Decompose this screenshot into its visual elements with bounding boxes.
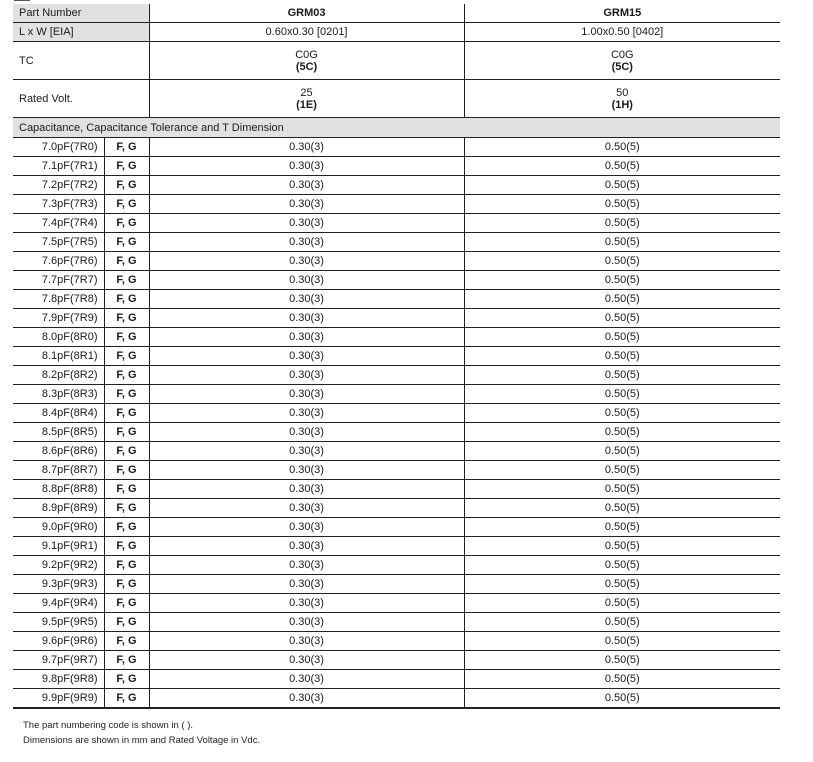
tc-code-grm03: (5C) <box>295 60 318 73</box>
tolerance-cell: F, G <box>104 442 149 461</box>
grm15-dimension-cell: 0.50(5) <box>464 366 780 385</box>
grm03-dimension-cell: 0.30(3) <box>149 385 464 404</box>
grm15-dimension-cell: 0.50(5) <box>464 233 780 252</box>
column-header-grm03: GRM03 <box>149 4 464 23</box>
capacitance-cell: 8.1pF(8R1) <box>13 347 104 366</box>
table-row <box>13 689 780 709</box>
capacitance-cell: 8.5pF(8R5) <box>13 423 104 442</box>
capacitance-cell: 9.2pF(9R2) <box>13 556 104 575</box>
tolerance-cell: F, G <box>104 176 149 195</box>
rated-volt-row <box>13 80 780 118</box>
grm15-dimension-cell: 0.50(5) <box>464 195 780 214</box>
tolerance-cell: F, G <box>104 195 149 214</box>
grm03-dimension-cell: 0.30(3) <box>149 157 464 176</box>
grm03-dimension-cell: 0.30(3) <box>149 309 464 328</box>
rated-volt-label: Rated Volt. <box>13 80 149 118</box>
tolerance-cell: F, G <box>104 670 149 689</box>
capacitance-cell: 8.7pF(8R7) <box>13 461 104 480</box>
table-row <box>13 290 780 309</box>
tolerance-cell: F, G <box>104 689 149 709</box>
section-title: Capacitance, Capacitance Tolerance and T Dimension <box>13 118 780 138</box>
capacitance-cell: 9.6pF(9R6) <box>13 632 104 651</box>
table-row <box>13 385 780 404</box>
table-row <box>13 632 780 651</box>
grm15-dimension-cell: 0.50(5) <box>464 518 780 537</box>
capacitance-cell: 9.8pF(9R8) <box>13 670 104 689</box>
grm15-dimension-cell: 0.50(5) <box>464 537 780 556</box>
tolerance-cell: F, G <box>104 423 149 442</box>
tolerance-cell: F, G <box>104 632 149 651</box>
grm15-dimension-cell: 0.50(5) <box>464 309 780 328</box>
table-row <box>13 157 780 176</box>
grm15-dimension-cell: 0.50(5) <box>464 670 780 689</box>
tolerance-cell: F, G <box>104 518 149 537</box>
tolerance-cell: F, G <box>104 138 149 157</box>
footnotes <box>23 718 260 748</box>
table-row <box>13 594 780 613</box>
capacitance-cell: 7.2pF(7R2) <box>13 176 104 195</box>
tolerance-cell: F, G <box>104 271 149 290</box>
grm03-dimension-cell: 0.30(3) <box>149 328 464 347</box>
capacitance-cell: 9.9pF(9R9) <box>13 689 104 709</box>
capacitance-cell: 8.9pF(8R9) <box>13 499 104 518</box>
grm03-dimension-cell: 0.30(3) <box>149 290 464 309</box>
grm03-dimension-cell: 0.30(3) <box>149 195 464 214</box>
grm03-dimension-cell: 0.30(3) <box>149 347 464 366</box>
grm15-dimension-cell: 0.50(5) <box>464 594 780 613</box>
capacitance-cell: 9.7pF(9R7) <box>13 651 104 670</box>
rated-volt-code-grm03: (1E) <box>296 98 317 111</box>
grm15-dimension-cell: 0.50(5) <box>464 271 780 290</box>
grm03-dimension-cell: 0.30(3) <box>149 480 464 499</box>
tolerance-cell: F, G <box>104 575 149 594</box>
tolerance-cell: F, G <box>104 385 149 404</box>
table-row <box>13 195 780 214</box>
capacitance-cell: 7.3pF(7R3) <box>13 195 104 214</box>
grm15-dimension-cell: 0.50(5) <box>464 499 780 518</box>
grm03-dimension-cell: 0.30(3) <box>149 461 464 480</box>
grm03-dimension-cell: 0.30(3) <box>149 271 464 290</box>
capacitance-cell: 8.0pF(8R0) <box>13 328 104 347</box>
lxw-row <box>13 23 780 42</box>
table-row <box>13 328 780 347</box>
footnote-part-code: The part numbering code is shown in ( ). <box>23 720 194 731</box>
grm15-dimension-cell: 0.50(5) <box>464 556 780 575</box>
table-row <box>13 366 780 385</box>
grm03-dimension-cell: 0.30(3) <box>149 689 464 709</box>
table-row <box>13 309 780 328</box>
lxw-label: L x W [EIA] <box>13 23 149 42</box>
capacitance-cell: 9.3pF(9R3) <box>13 575 104 594</box>
table-row <box>13 556 780 575</box>
tc-main-grm03: C0G <box>295 48 318 61</box>
rated-volt-value-grm15 <box>464 80 780 118</box>
table-row <box>13 518 780 537</box>
table-row <box>13 176 780 195</box>
tc-row <box>13 42 780 80</box>
section-header-row <box>13 118 780 138</box>
tolerance-cell: F, G <box>104 290 149 309</box>
table-row <box>13 252 780 271</box>
tolerance-cell: F, G <box>104 252 149 271</box>
table-row <box>13 233 780 252</box>
capacitance-cell: 7.8pF(7R8) <box>13 290 104 309</box>
table-row <box>13 423 780 442</box>
table-row <box>13 442 780 461</box>
table-row <box>13 480 780 499</box>
table-row <box>13 404 780 423</box>
capacitance-cell: 9.1pF(9R1) <box>13 537 104 556</box>
tolerance-cell: F, G <box>104 214 149 233</box>
tolerance-cell: F, G <box>104 537 149 556</box>
tolerance-cell: F, G <box>104 480 149 499</box>
grm03-dimension-cell: 0.30(3) <box>149 252 464 271</box>
capacitor-spec-table <box>13 4 780 709</box>
table-row <box>13 461 780 480</box>
grm03-dimension-cell: 0.30(3) <box>149 366 464 385</box>
grm03-dimension-cell: 0.30(3) <box>149 404 464 423</box>
table-row <box>13 575 780 594</box>
capacitance-cell: 8.6pF(8R6) <box>13 442 104 461</box>
table-row <box>13 499 780 518</box>
capacitance-cell: 8.3pF(8R3) <box>13 385 104 404</box>
table-row <box>13 651 780 670</box>
grm03-dimension-cell: 0.30(3) <box>149 499 464 518</box>
part-number-row <box>13 4 780 23</box>
grm15-dimension-cell: 0.50(5) <box>464 290 780 309</box>
grm15-dimension-cell: 0.50(5) <box>464 480 780 499</box>
table-row <box>13 613 780 632</box>
table-row <box>13 670 780 689</box>
tolerance-cell: F, G <box>104 499 149 518</box>
grm15-dimension-cell: 0.50(5) <box>464 689 780 709</box>
tc-code-grm15: (5C) <box>611 60 633 73</box>
table-row <box>13 537 780 556</box>
grm03-dimension-cell: 0.30(3) <box>149 214 464 233</box>
capacitance-cell: 7.7pF(7R7) <box>13 271 104 290</box>
tolerance-cell: F, G <box>104 461 149 480</box>
column-header-grm15: GRM15 <box>464 4 780 23</box>
capacitance-cell: 9.5pF(9R5) <box>13 613 104 632</box>
tolerance-cell: F, G <box>104 556 149 575</box>
tc-main-grm15: C0G <box>610 48 634 61</box>
capacitance-cell: 8.8pF(8R8) <box>13 480 104 499</box>
lxw-value-grm15: 1.00x0.50 [0402] <box>464 23 780 42</box>
tolerance-cell: F, G <box>104 233 149 252</box>
grm15-dimension-cell: 0.50(5) <box>464 575 780 594</box>
table-row <box>13 271 780 290</box>
grm03-dimension-cell: 0.30(3) <box>149 651 464 670</box>
footnote-units: Dimensions are shown in mm and Rated Voltage in Vdc. <box>23 735 261 746</box>
capacitance-cell: 7.9pF(7R9) <box>13 309 104 328</box>
grm15-dimension-cell: 0.50(5) <box>464 404 780 423</box>
grm15-dimension-cell: 0.50(5) <box>464 138 780 157</box>
rated-volt-main-grm15: 50 <box>616 86 629 99</box>
grm15-dimension-cell: 0.50(5) <box>464 176 780 195</box>
table-row <box>13 138 780 157</box>
rated-volt-value-grm03 <box>149 80 464 118</box>
grm03-dimension-cell: 0.30(3) <box>149 670 464 689</box>
grm15-dimension-cell: 0.50(5) <box>464 157 780 176</box>
grm03-dimension-cell: 0.30(3) <box>149 138 464 157</box>
tolerance-cell: F, G <box>104 309 149 328</box>
tolerance-cell: F, G <box>104 328 149 347</box>
rated-volt-main-grm03: 25 <box>300 86 313 99</box>
tolerance-cell: F, G <box>104 651 149 670</box>
capacitance-cell: 7.5pF(7R5) <box>13 233 104 252</box>
table-row <box>13 214 780 233</box>
grm15-dimension-cell: 0.50(5) <box>464 252 780 271</box>
capacitance-cell: 8.2pF(8R2) <box>13 366 104 385</box>
rated-volt-code-grm15: (1H) <box>611 98 633 111</box>
capacitance-cell: 7.4pF(7R4) <box>13 214 104 233</box>
part-number-label: Part Number <box>13 4 149 23</box>
capacitance-cell: 8.4pF(8R4) <box>13 404 104 423</box>
grm03-dimension-cell: 0.30(3) <box>149 575 464 594</box>
table-row <box>13 347 780 366</box>
grm03-dimension-cell: 0.30(3) <box>149 632 464 651</box>
grm15-dimension-cell: 0.50(5) <box>464 347 780 366</box>
tolerance-cell: F, G <box>104 613 149 632</box>
grm15-dimension-cell: 0.50(5) <box>464 442 780 461</box>
capacitance-cell: 7.0pF(7R0) <box>13 138 104 157</box>
grm15-dimension-cell: 0.50(5) <box>464 613 780 632</box>
tc-label: TC <box>13 42 149 80</box>
capacitance-cell: 9.0pF(9R0) <box>13 518 104 537</box>
grm03-dimension-cell: 0.30(3) <box>149 176 464 195</box>
grm15-dimension-cell: 0.50(5) <box>464 423 780 442</box>
capacitance-cell: 9.4pF(9R4) <box>13 594 104 613</box>
grm15-dimension-cell: 0.50(5) <box>464 461 780 480</box>
grm03-dimension-cell: 0.30(3) <box>149 594 464 613</box>
grm15-dimension-cell: 0.50(5) <box>464 214 780 233</box>
grm03-dimension-cell: 0.30(3) <box>149 518 464 537</box>
grm03-dimension-cell: 0.30(3) <box>149 613 464 632</box>
grm03-dimension-cell: 0.30(3) <box>149 537 464 556</box>
grm03-dimension-cell: 0.30(3) <box>149 233 464 252</box>
grm15-dimension-cell: 0.50(5) <box>464 328 780 347</box>
grm03-dimension-cell: 0.30(3) <box>149 423 464 442</box>
tolerance-cell: F, G <box>104 157 149 176</box>
tc-value-grm15 <box>464 42 780 80</box>
lxw-value-grm03: 0.60x0.30 [0201] <box>149 23 464 42</box>
tolerance-cell: F, G <box>104 366 149 385</box>
top-rule-mark <box>14 0 30 1</box>
capacitance-cell: 7.1pF(7R1) <box>13 157 104 176</box>
tolerance-cell: F, G <box>104 594 149 613</box>
grm03-dimension-cell: 0.30(3) <box>149 556 464 575</box>
tolerance-cell: F, G <box>104 404 149 423</box>
tolerance-cell: F, G <box>104 347 149 366</box>
grm15-dimension-cell: 0.50(5) <box>464 632 780 651</box>
grm15-dimension-cell: 0.50(5) <box>464 385 780 404</box>
capacitance-cell: 7.6pF(7R6) <box>13 252 104 271</box>
grm03-dimension-cell: 0.30(3) <box>149 442 464 461</box>
grm15-dimension-cell: 0.50(5) <box>464 651 780 670</box>
tc-value-grm03 <box>149 42 464 80</box>
